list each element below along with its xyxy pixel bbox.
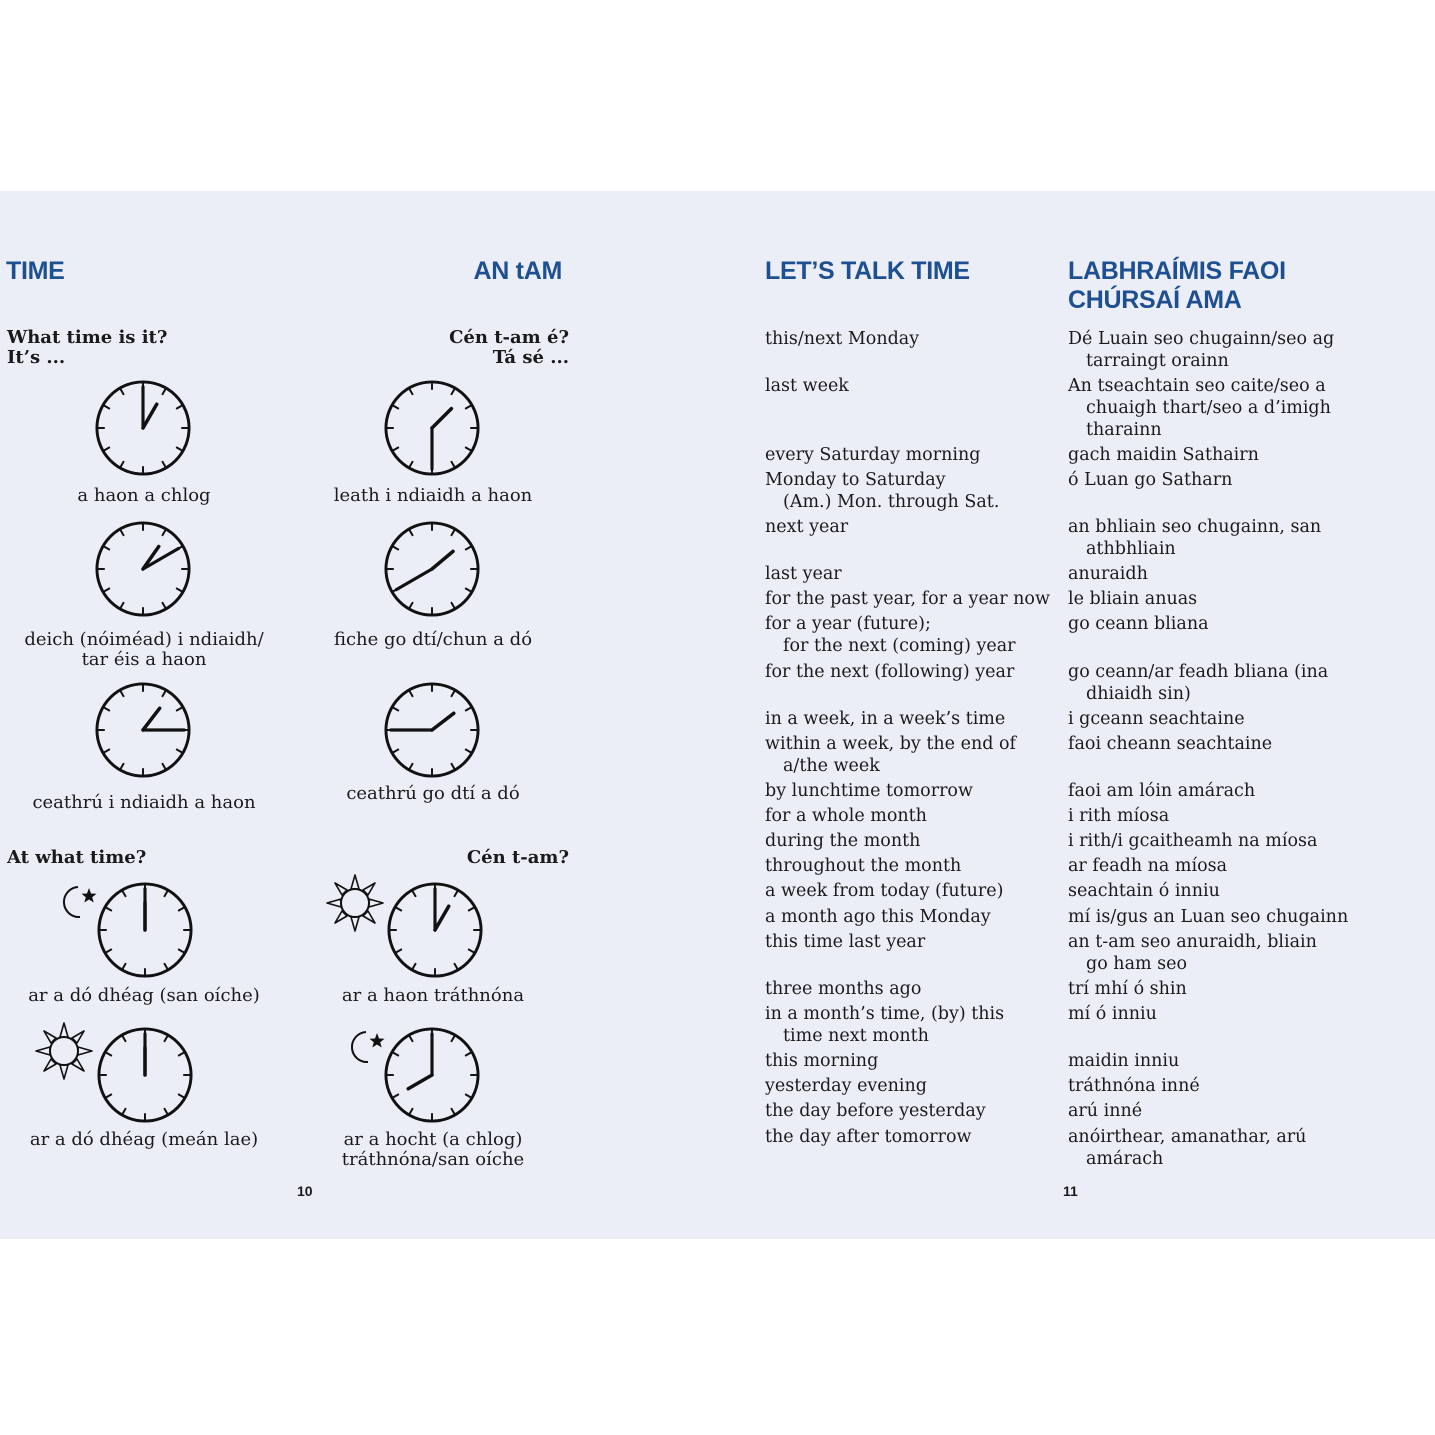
page-number: 10: [297, 1183, 313, 1199]
phrase-en-line: last year: [765, 564, 842, 584]
phrase-ga-line: An tseachtain seo caite/seo a: [1068, 376, 1326, 396]
phrase-en: [765, 931, 925, 953]
phrase-en: [765, 563, 842, 585]
phrase-ga: [1068, 469, 1232, 491]
phrase-en-line: within a week, by the end of: [765, 734, 1017, 754]
phrase-ga-line: athbhliain: [1086, 539, 1176, 559]
phrase-en: [765, 661, 1014, 683]
phrase-en-line: (Am.) Mon. through Sat.: [783, 492, 1000, 512]
phrase-en-line: in a month’s time, (by) this: [765, 1004, 1005, 1024]
phrase-ga-line: seachtain ó inniu: [1068, 881, 1220, 901]
phrase-en: [765, 1050, 878, 1072]
phrase-en: [765, 880, 1003, 902]
clock-caption: a haon a chlog: [77, 485, 211, 506]
phrase-en: [765, 516, 848, 538]
clock-caption: ar a haon tráthnóna: [341, 985, 525, 1006]
phrase-ga: [1068, 733, 1272, 755]
clock-icon: [94, 520, 192, 618]
hour-hand: [143, 404, 157, 428]
hour-hand: [435, 906, 449, 930]
phrase-ga-line: tharainn: [1086, 420, 1162, 440]
question-ga: [449, 328, 569, 368]
phrase-en: [765, 780, 973, 802]
phrase-en: [765, 906, 991, 928]
phrase-ga: [1068, 805, 1169, 827]
phrase-en-line: the day before yesterday: [765, 1101, 986, 1121]
question-at-ga: Cén t-am?: [466, 847, 569, 868]
phrase-ga: [1068, 1050, 1179, 1072]
phrase-ga: [1068, 1126, 1306, 1170]
phrase-en-line: for a year (future);: [765, 614, 931, 634]
phrase-en-line: throughout the month: [765, 856, 962, 876]
phrase-ga: [1068, 375, 1331, 441]
phrase-ga: [1068, 516, 1321, 560]
phrase-ga-line: an t-am seo anuraidh, bliain: [1068, 932, 1317, 952]
phrase-ga-line: amárach: [1086, 1149, 1164, 1169]
phrase-ga: [1068, 978, 1187, 1000]
phrase-en: [765, 328, 919, 350]
title-en-right: LET’S TALK TIME: [765, 257, 970, 285]
title-en: TIME: [6, 257, 65, 285]
phrase-en-line: time next month: [783, 1026, 929, 1046]
title-ga: AN tAM: [473, 257, 562, 285]
phrase-ga-line: ó Luan go Satharn: [1068, 470, 1233, 490]
phrase-ga-line: tráthnóna inné: [1068, 1076, 1200, 1096]
clock-icon: [383, 1026, 481, 1124]
phrase-en: [765, 1003, 1004, 1047]
phrase-en-line: the day after tomorrow: [765, 1127, 972, 1147]
phrase-ga-line: i gceann seachtaine: [1068, 709, 1245, 729]
phrase-en: [765, 469, 999, 513]
phrase-ga-line: faoi cheann seachtaine: [1068, 734, 1273, 754]
phrase-en-line: a week from today (future): [765, 881, 1004, 901]
phrase-en-line: for the past year, for a year now: [765, 589, 1050, 609]
phrase-ga: [1068, 328, 1334, 372]
phrase-ga: [1068, 708, 1245, 730]
phrase-ga-line: chuaigh thart/seo a d’imigh: [1086, 398, 1331, 418]
phrase-en: [765, 708, 1005, 730]
phrase-ga-line: faoi am lóin amárach: [1068, 781, 1256, 801]
question-ga-line1: Cén t-am é?: [449, 327, 569, 348]
clock-icon: [94, 681, 192, 779]
phrase-en-line: this morning: [765, 1051, 879, 1071]
phrase-en: [765, 855, 961, 877]
phrase-ga: [1068, 613, 1209, 635]
phrase-ga-line: maidin inniu: [1068, 1051, 1180, 1071]
phrase-ga: [1068, 855, 1227, 877]
phrase-en: [765, 805, 927, 827]
phrase-en-line: this/next Monday: [765, 329, 920, 349]
phrase-ga-line: trí mhí ó shin: [1068, 979, 1187, 999]
sun-icon: [325, 873, 385, 933]
phrase-ga-line: anóirthear, amanathar, arú: [1068, 1127, 1307, 1147]
clock-icon: [94, 379, 192, 477]
phrase-en-line: this time last year: [765, 932, 926, 952]
clock-caption: ar a dó dhéag (meán lae): [29, 1129, 259, 1150]
phrase-en-line: a month ago this Monday: [765, 907, 991, 927]
question-ga-line2: Tá sé ...: [492, 347, 569, 368]
phrase-ga: [1068, 588, 1197, 610]
phrase-en: [765, 444, 980, 466]
phrase-en: [765, 978, 921, 1000]
phrase-ga-line: arú inné: [1068, 1101, 1143, 1121]
phrase-en: [765, 1100, 986, 1122]
phrase-ga: [1068, 444, 1259, 466]
phrase-ga: [1068, 880, 1220, 902]
page-number: 11: [1063, 1183, 1078, 1199]
phrase-ga-line: go ham seo: [1086, 954, 1188, 974]
hour-hand: [432, 713, 454, 730]
clock-caption: leath i ndiaidh a haon: [333, 485, 533, 506]
phrase-ga: [1068, 661, 1328, 705]
phrase-en: [765, 588, 1050, 610]
phrase-en: [765, 375, 849, 397]
clock-caption: ar a hocht (a chlog) tráthnóna/san oíche: [341, 1129, 525, 1170]
clock-icon: [386, 881, 484, 979]
question-en-line1: What time is it?: [7, 327, 168, 348]
clock-caption: fiche go dtí/chun a dó: [333, 629, 533, 650]
clock-icon: [383, 520, 481, 618]
phrase-ga-line: mí is/gus an Luan seo chugainn: [1068, 907, 1349, 927]
phrase-ga-line: le bliain anuas: [1068, 589, 1198, 609]
phrase-en: [765, 830, 920, 852]
phrase-ga-line: an bhliain seo chugainn, san: [1068, 517, 1322, 537]
phrase-en: [765, 1075, 927, 1097]
phrase-en-line: every Saturday morning: [765, 445, 981, 465]
phrase-en-line: for a whole month: [765, 806, 927, 826]
phrase-ga-line: mí ó inniu: [1068, 1004, 1157, 1024]
moon-star-icon: [346, 1028, 388, 1068]
minute-hand: [396, 569, 432, 590]
clock-icon: [96, 881, 194, 979]
phrase-ga-line: go ceann bliana: [1068, 614, 1209, 634]
phrase-ga-line: Dé Luain seo chugainn/seo ag: [1068, 329, 1335, 349]
clock-icon: [383, 379, 481, 477]
phrase-en-line: three months ago: [765, 979, 922, 999]
phrase-ga: [1068, 563, 1148, 585]
clock-caption: ceathrú i ndiaidh a haon: [32, 792, 256, 813]
phrase-ga: [1068, 931, 1317, 975]
phrase-en-line: in a week, in a week’s time: [765, 709, 1006, 729]
title-ga-right: LABHRAÍMIS FAOI CHÚRSAÍ AMA: [1068, 257, 1286, 314]
phrase-ga: [1068, 906, 1348, 928]
question-en: [7, 328, 167, 368]
phrase-en-line: by lunchtime tomorrow: [765, 781, 973, 801]
clock-icon: [383, 681, 481, 779]
phrase-ga-line: ar feadh na míosa: [1068, 856, 1228, 876]
phrase-en-line: a/the week: [783, 756, 880, 776]
phrase-en: [765, 733, 1016, 777]
hour-hand: [143, 708, 160, 730]
phrase-ga: [1068, 1075, 1200, 1097]
clock-icon: [96, 1026, 194, 1124]
phrase-en: [765, 1126, 971, 1148]
clock-caption: ceathrú go dtí a dó: [346, 783, 520, 804]
phrase-ga-line: tarraingt orainn: [1086, 351, 1229, 371]
phrase-en-line: next year: [765, 517, 849, 537]
question-at-en: At what time?: [7, 847, 147, 868]
phrase-ga: [1068, 1003, 1157, 1025]
phrase-ga-line: gach maidin Sathairn: [1068, 445, 1259, 465]
phrase-ga-line: i rith míosa: [1068, 806, 1170, 826]
phrase-en-line: for the next (coming) year: [783, 636, 1016, 656]
phrase-en: [765, 613, 1016, 657]
clock-caption: deich (nóiméad) i ndiaidh/ tar éis a haon: [24, 629, 264, 670]
phrase-en-line: last week: [765, 376, 849, 396]
phrase-ga: [1068, 830, 1317, 852]
phrase-en-line: Monday to Saturday: [765, 470, 946, 490]
question-en-line2: It’s ...: [7, 347, 66, 368]
phrase-ga: [1068, 780, 1255, 802]
phrase-ga-line: go ceann/ar feadh bliana (ina: [1068, 662, 1329, 682]
phrase-ga: [1068, 1100, 1142, 1122]
phrase-ga-line: anuraidh: [1068, 564, 1148, 584]
phrase-en-line: yesterday evening: [765, 1076, 928, 1096]
hour-hand: [432, 409, 451, 428]
phrase-ga-line: dhiaidh sin): [1086, 684, 1191, 704]
hour-hand: [432, 551, 453, 569]
phrase-en-line: during the month: [765, 831, 921, 851]
moon-star-icon: [58, 883, 100, 923]
hour-hand: [408, 1075, 432, 1089]
phrase-ga-line: i rith/i gcaitheamh na míosa: [1068, 831, 1318, 851]
clock-caption: ar a dó dhéag (san oíche): [28, 985, 260, 1006]
phrase-en-line: for the next (following) year: [765, 662, 1015, 682]
book-spread: [0, 191, 1435, 1239]
sun-icon: [34, 1021, 94, 1081]
